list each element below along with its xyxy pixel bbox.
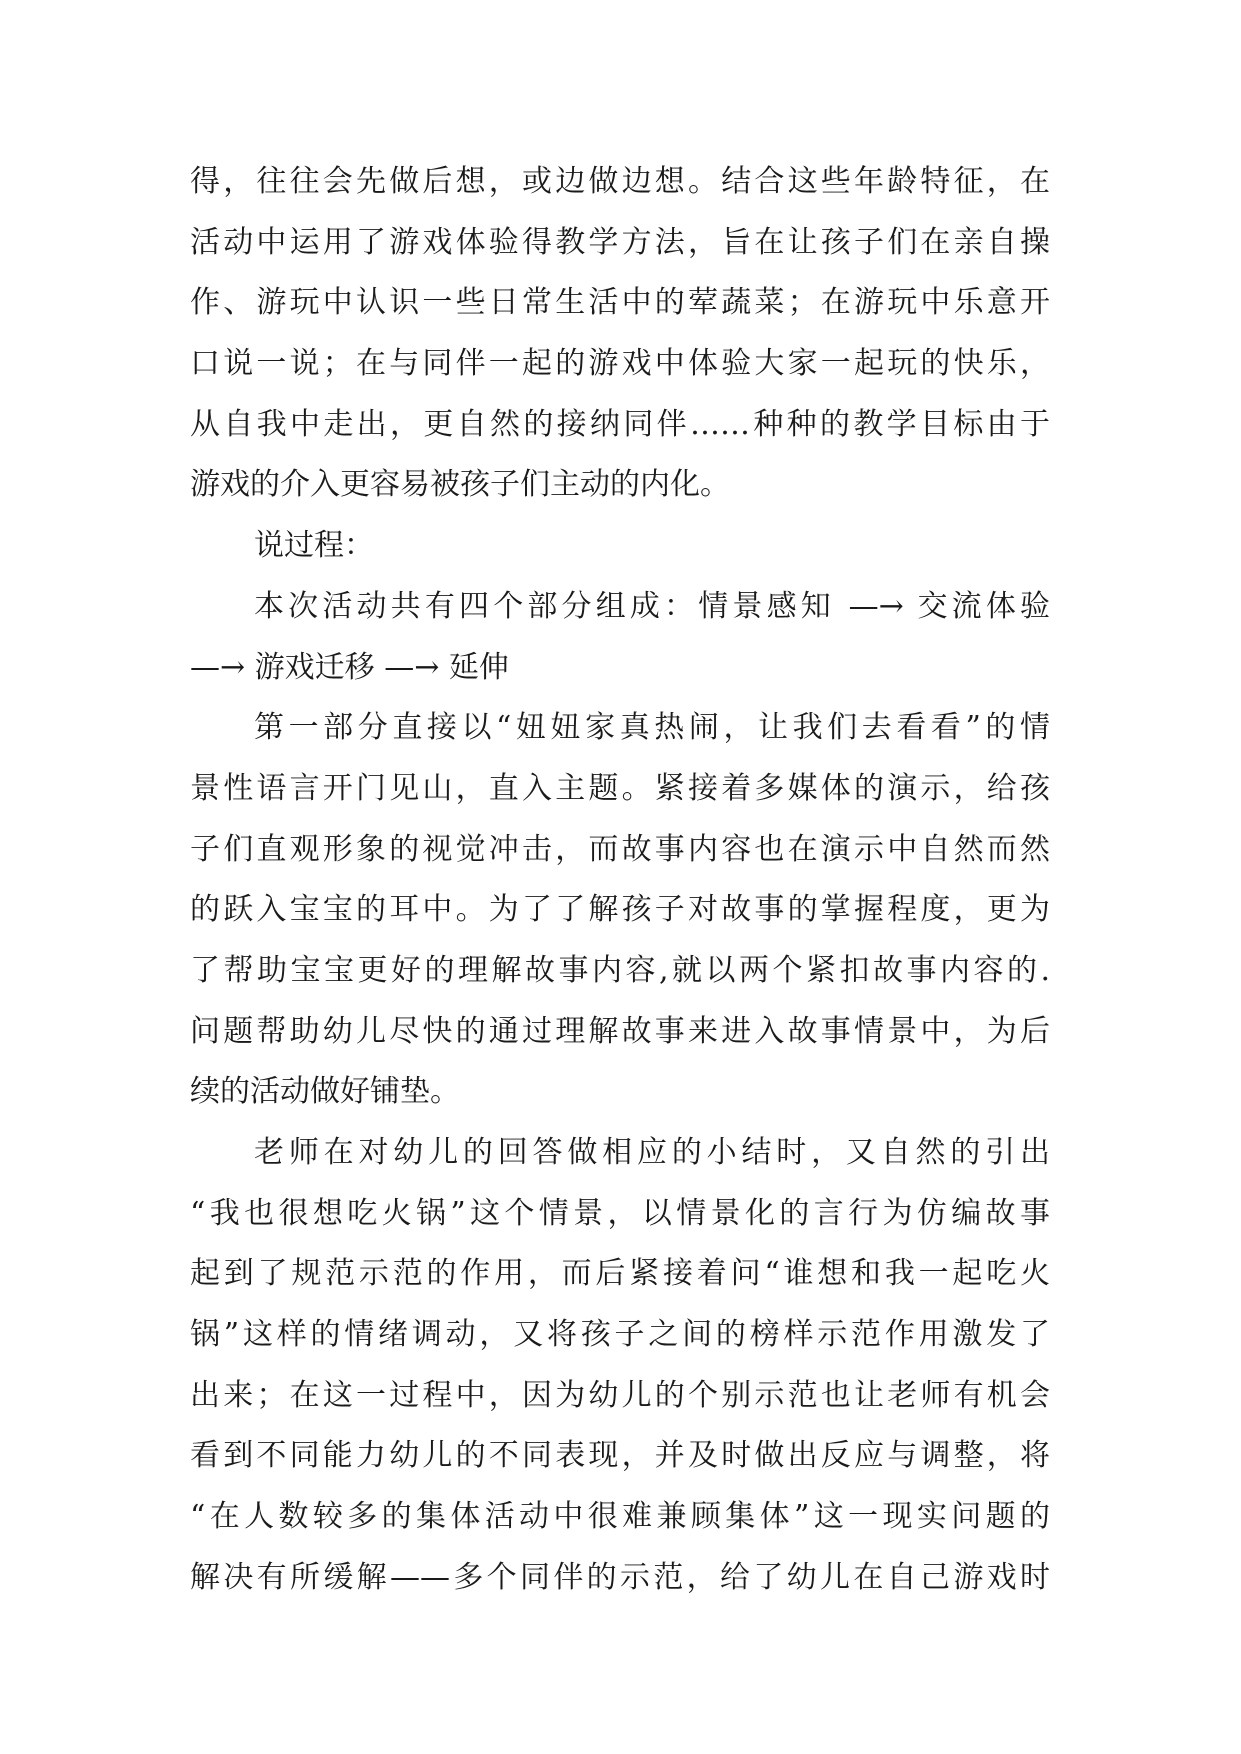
text-line: 第一部分直接以“妞妞家真热闹，让我们去看看”的情 [254,710,1050,746]
text-line: 问题帮助幼儿尽快的通过理解故事来进入故事情景中，为后 [190,1013,1050,1049]
text-line: —→ 游戏迁移 —→ 延伸 [190,649,509,685]
text-line: 作、游玩中认识一些日常生活中的荤蔬菜；在游玩中乐意开 [190,285,1050,321]
text-line: 了帮助宝宝更好的理解故事内容,就以两个紧扣故事内容的. [190,952,1050,988]
text-line: 活动中运用了游戏体验得教学方法，旨在让孩子们在亲自操 [190,224,1050,260]
text-line: 老师在对幼儿的回答做相应的小结时，又自然的引出 [254,1135,1050,1170]
text-line: 游戏的介入更容易被孩子们主动的内化。 [190,467,730,503]
text-line: 本次活动共有四个部分组成：情景感知 —→ 交流体验 [254,588,1050,624]
text-line: 起到了规范示范的作用，而后紧接着问“谁想和我一起吃火 [190,1256,1050,1292]
text-line: 从自我中走出，更自然的接纳同伴……种种的教学目标由于 [190,406,1050,442]
text-line: 解决有所缓解——多个同伴的示范，给了幼儿在自己游戏时 [190,1559,1050,1595]
text-line: “我也很想吃火锅”这个情景，以情景化的言行为仿编故事 [190,1195,1050,1231]
text-line: 景性语言开门见山，直入主题。紧接着多媒体的演示，给孩 [190,770,1050,806]
text-line: 出来；在这一过程中，因为幼儿的个别示范也让老师有机会 [190,1377,1050,1413]
text-line: 的跃入宝宝的耳中。为了了解孩子对故事的掌握程度，更为 [190,892,1050,928]
text-line: 子们直观形象的视觉冲击，而故事内容也在演示中自然而然 [190,831,1050,867]
text-line: “在人数较多的集体活动中很难兼顾集体”这一现实问题的 [190,1499,1050,1535]
text-line: 看到不同能力幼儿的不同表现，并及时做出反应与调整，将 [190,1438,1050,1474]
text-line: 口说一说；在与同伴一起的游戏中体验大家一起玩的快乐， [190,346,1050,382]
document-body [190,152,1050,1609]
text-line: 说过程： [254,528,374,564]
text-line: 锅”这样的情绪调动，又将孩子之间的榜样示范作用激发了 [190,1317,1050,1353]
text-line: 续的活动做好铺垫。 [190,1074,460,1110]
text-line: 得，往往会先做后想，或边做边想。结合这些年龄特征，在 [190,164,1050,199]
